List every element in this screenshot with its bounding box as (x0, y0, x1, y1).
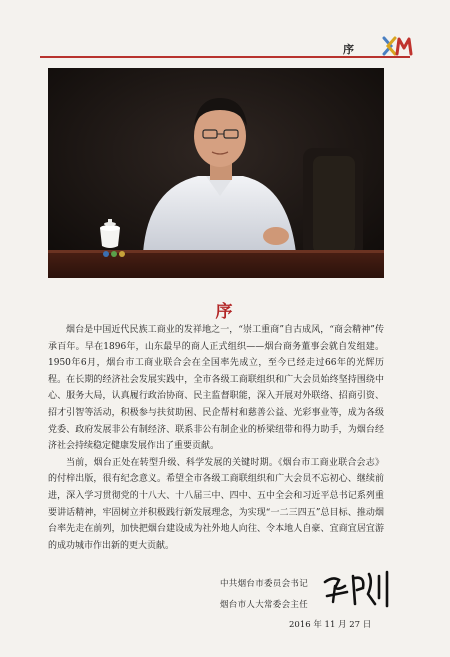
xm-brand-logo-icon (382, 36, 416, 56)
signatory-title-line1: 中共烟台市委员会书记 (220, 579, 309, 589)
running-header-title: 序 (343, 43, 355, 56)
header-rule (40, 56, 410, 58)
preface-body (48, 322, 384, 554)
section-title: 序 (215, 302, 235, 322)
signature-date: 2016 年 11 月 27 日 (289, 620, 372, 630)
speaker-at-desk-photo (48, 68, 384, 278)
handwritten-signature-icon (321, 568, 397, 610)
paragraph: 烟台是中国近代民族工商业的发祥地之一，“崇工重商”自古成风，“商会精神”传承百年。早在1896年，山东最早的商人正式组织——烟台商务董事会就自发组建。1950年6月，烟台市工商业联合会在全国率先成立，至今已经走过66年的光辉历程。在长期的经济社会发展实践中，全市各级工商联组织和广大会员始终坚持围绕中心、服务大局，认真履行政治协商、民主监督职能，深入开展对外联络、招商引资、招才引智等活动，积极参与扶贫助困、民企帮村和慈善公益、光彩事业等，成为各级党委、政府发展非公有制经济、联系非公有制企业的桥梁纽带和得力助手，为烟台经济社会持续稳定健康发展作出了重要贡献。 (48, 325, 384, 452)
signatory-title-line2: 烟台市人大常委会主任 (220, 600, 309, 610)
paragraph: 当前，烟台正处在转型升级、科学发展的关键时期。《烟台市工商业联合会志》的付梓出版，很有纪念意义。希望全市各级工商联组织和广大会员不忘初心、继续前进，深入学习贯彻党的十八大、十八届三中、四中、五中全会和习近平总书记系列重要讲话精神，牢固树立并积极践行新发展理念，为实现“一二三四五”总目标、推动烟台率先走在前列，加快把烟台建设成为社外地人向往、令本地人自豪、宜商宜居宜游的成功城市作出新的更大贡献。 (48, 457, 384, 551)
